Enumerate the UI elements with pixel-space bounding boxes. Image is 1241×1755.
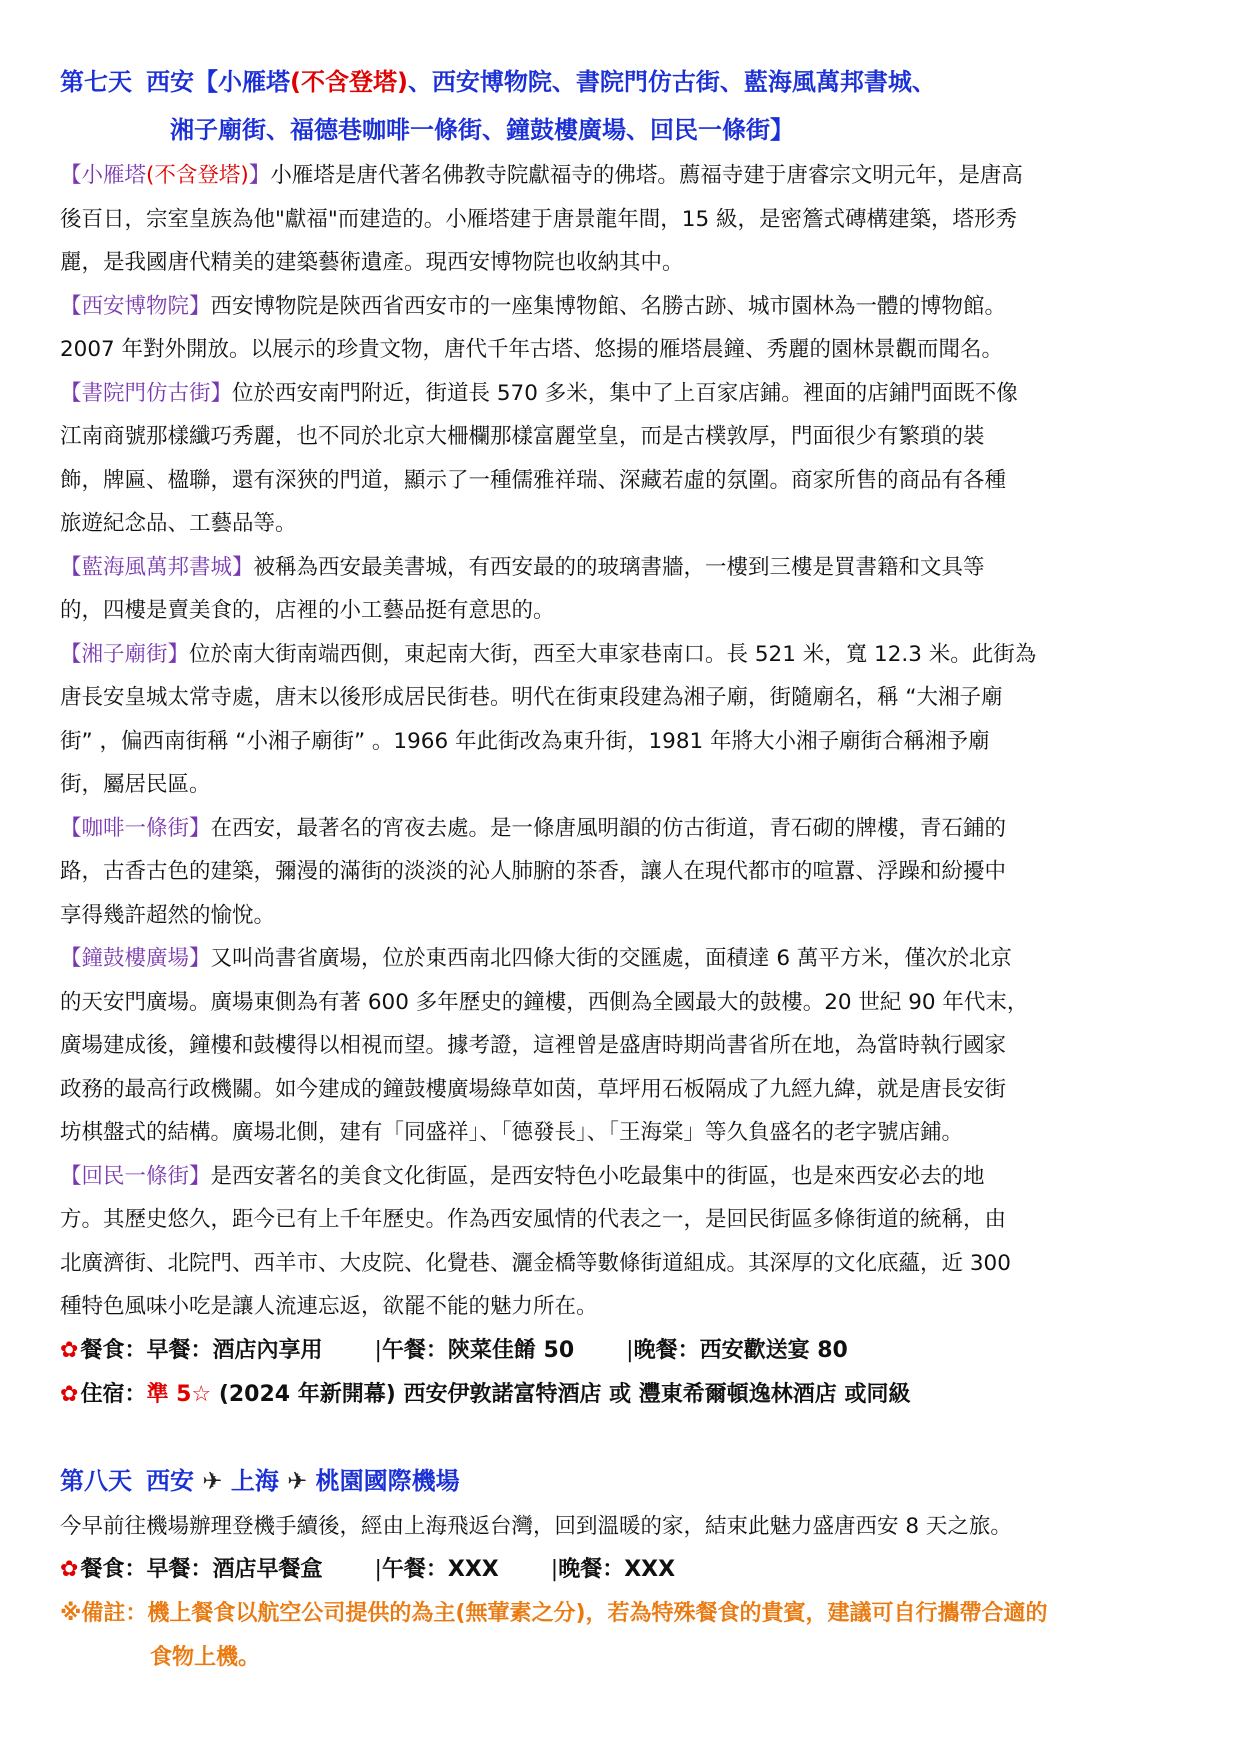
text-line: 西安博物院是陝西省西安市的一座集博物館、名勝古跡、城市園林為一體的博物館。: [210, 293, 1007, 319]
day7-hotel: [60, 1373, 1190, 1417]
day8-label: 第八天: [60, 1466, 132, 1495]
meal-separator: |: [374, 1557, 382, 1582]
section-lead: 【回民一條街】: [60, 1163, 211, 1189]
text-line: 享得幾許超然的愉悅。: [60, 902, 276, 928]
text-line: 後百日，宗室皇族為他"獻福"而建造的。小雁塔建于唐景龍年間，15 級，是密簷式磚構建築，塔形秀: [60, 206, 1017, 232]
text-line: 江南商號那樣纖巧秀麗，也不同於北京大柵欄那樣富麗堂皇，而是古樸敦厚，門面很少有繁瑣的裝: [60, 424, 985, 449]
itinerary-page: [60, 58, 1190, 1680]
day7-title-red: (不含登塔): [290, 68, 408, 96]
day7-meals: [60, 1329, 1190, 1373]
section-muslim-street: [60, 1155, 1190, 1329]
day8-description: 今早前往機場辦理登機手續後，經由上海飛返台灣，回到溫暖的家，結束此魅力盛唐西安 8 天之旅。: [60, 1513, 1012, 1539]
remark-note: [60, 1592, 1190, 1680]
day8-breakfast: 餐食：早餐：酒店早餐盒: [80, 1557, 323, 1582]
day7-title-line2: 湘子廟街、福德巷咖啡一條街、鐘鼓樓廣場、回民一條街】: [170, 116, 794, 144]
day7-title-part1: 西安【小雁塔: [146, 68, 290, 96]
text-line: 被稱為西安最美書城，有西安最的的玻璃書牆，一樓到三樓是買書籍和文具等: [253, 554, 985, 580]
hotel-stars: 準 5☆: [146, 1381, 212, 1407]
section-shuyuanmen: [60, 372, 1190, 546]
meal-separator: |: [626, 1337, 634, 1363]
day8-meals: [60, 1548, 1190, 1592]
meal-separator: |: [550, 1557, 559, 1582]
airplane-icon: ✈: [287, 1466, 308, 1495]
text-line: 位於南大街南端西側，東起南大街，西至大車家巷南口。長 521 米，寬 12.3 米。此街為: [189, 641, 1037, 667]
day7-lunch: 午餐：陝菜佳餚 50: [381, 1337, 575, 1363]
text-line: 路，古香古色的建築，彌漫的滿街的淡淡的沁人肺腑的茶香，讓人在現代都市的喧囂、浮躁和紛擾中: [60, 859, 1007, 884]
day7-title: [60, 58, 1190, 106]
text-line: 小雁塔是唐代著名佛教寺院獻福寺的佛塔。薦福寺建于唐睿宗文明元年，是唐高: [270, 163, 1023, 188]
section-bookstore: [60, 546, 1190, 633]
lead-red: (不含登塔): [146, 163, 249, 188]
section-bell-drum-tower-square: [60, 937, 1190, 1155]
text-line: 位於西安南門附近，街道長 570 多米，集中了上百家店鋪。裡面的店鋪門面既不像: [232, 380, 1018, 406]
day8-title: [60, 1457, 1190, 1505]
section-lead: 【藍海風萬邦書城】: [60, 554, 254, 580]
text-line: 的，四樓是賣美食的，店裡的小工藝品挺有意思的。: [60, 598, 555, 623]
text-line: 種特色風味小吃是讓人流連忘返，欲罷不能的魅力所在。: [60, 1294, 598, 1319]
text-line: 麗，是我國唐代精美的建築藝術遺產。現西安博物院也收納其中。: [60, 250, 684, 275]
text-line: 飾，牌匾、楹聯，還有深狹的門道，顯示了一種儒雅祥瑞、深藏若虛的氛圍。商家所售的商品有各種: [60, 467, 1007, 493]
flower-icon: ✿: [60, 1557, 79, 1582]
flower-icon: ✿: [60, 1381, 79, 1407]
section-lead: 【鐘鼓樓廣場】: [60, 946, 211, 971]
day7-title-part2: 、西安博物院、書院門仿古街、藍海風萬邦書城、: [407, 68, 936, 96]
airplane-icon: ✈: [202, 1466, 223, 1495]
hotel-label: 住宿：: [80, 1381, 147, 1407]
lead-part: 】: [248, 163, 271, 188]
section-xiangzi-temple-street: [60, 633, 1190, 807]
section-lead: 【書院門仿古街】: [60, 380, 233, 406]
lead-part: 【小雁塔: [60, 163, 147, 188]
text-line: 的天安門廣場。廣場東側為有著 600 多年歷史的鐘樓，西側為全國最大的鼓樓。20 世紀 90 年代末，: [60, 989, 1029, 1015]
day7-breakfast: 餐食：早餐：酒店內享用: [80, 1337, 323, 1363]
text-line: 又叫尚書省廣場，位於東西南北四條大街的交匯處，面積達 6 萬平方米，僅次於北京: [210, 946, 1012, 971]
day7-sections: [60, 154, 1190, 1329]
section-xian-museum: [60, 285, 1190, 372]
day8-transit: 上海: [230, 1466, 279, 1495]
text-line: 街” ，偏西南街稱 “小湘子廟街” 。1966 年此街改為東升街，1981 年將大小湘子廟街合稱湘予廟: [60, 728, 990, 754]
day8-dinner: 晚餐：XXX: [558, 1557, 676, 1582]
remark-line1: ※備註：機上餐食以航空公司提供的為主(無葷素之分)，若為特殊餐食的貴賓，建議可自行攜帶合適的: [60, 1601, 1048, 1626]
section-coffee-street: [60, 807, 1190, 938]
section-lead: 【西安博物院】: [60, 293, 211, 319]
section-small-goose-pagoda: [60, 154, 1190, 285]
text-line: 北廣濟街、北院門、西羊市、大皮院、化覺巷、灑金橋等數條街道組成。其深厚的文化底蘊，近 300: [60, 1250, 1011, 1276]
text-line: 方。其歷史悠久，距今已有上千年歷史。作為西安風情的代表之一，是回民街區多條街道的統稱，由: [60, 1207, 1007, 1232]
day8-origin: 西安: [146, 1466, 194, 1495]
text-line: 在西安，最著名的宵夜去處。是一條唐風明韻的仿古街道，青石砌的牌樓，青石鋪的: [210, 815, 1007, 841]
day7-label: 第七天: [60, 68, 132, 96]
text-line: 坊棋盤式的結構。廣場北側，建有「同盛祥」、「德發長」、「王海棠」等久負盛名的老字號店鋪。: [60, 1120, 964, 1145]
text-line: 唐長安皇城太常寺處，唐末以後形成居民街巷。明代在街東段建為湘子廟，街隨廟名，稱 “大湘子廟: [60, 685, 1003, 710]
text-line: 街，屬居民區。: [60, 772, 211, 797]
flower-icon: ✿: [60, 1337, 79, 1363]
day8-destination: 桃園國際機場: [315, 1466, 460, 1495]
text-line: 廣場建成後，鐘樓和鼓樓得以相視而望。據考證，這裡曾是盛唐時期尚書省所在地，為當時執行國家: [60, 1033, 1007, 1058]
hotel-text: (2024 年新開幕) 西安伊敦諾富特酒店 或 灃東希爾頓逸林酒店 或同級: [211, 1381, 911, 1407]
day7-dinner: 晚餐：西安歡送宴 80: [633, 1337, 848, 1363]
day8-lunch: 午餐：XXX: [381, 1557, 499, 1582]
text-line: 2007 年對外開放。以展示的珍貴文物，唐代千年古塔、悠揚的雁塔晨鐘、秀麗的園林景觀而聞名。: [60, 337, 1004, 362]
remark-line2: 食物上機。: [150, 1645, 261, 1670]
meal-separator: |: [374, 1337, 382, 1363]
section-lead: 【湘子廟街】: [60, 641, 190, 667]
text-line: 旅遊紀念品、工藝品等。: [60, 511, 297, 536]
section-lead: 【咖啡一條街】: [60, 815, 211, 841]
section-lead: [60, 163, 270, 188]
text-line: 政務的最高行政機關。如今建成的鐘鼓樓廣場綠草如茵，草坪用石板隔成了九經九緯，就是唐長安街: [60, 1076, 1007, 1102]
text-line: 是西安著名的美食文化街區，是西安特色小吃最集中的街區，也是來西安必去的地: [210, 1163, 985, 1189]
